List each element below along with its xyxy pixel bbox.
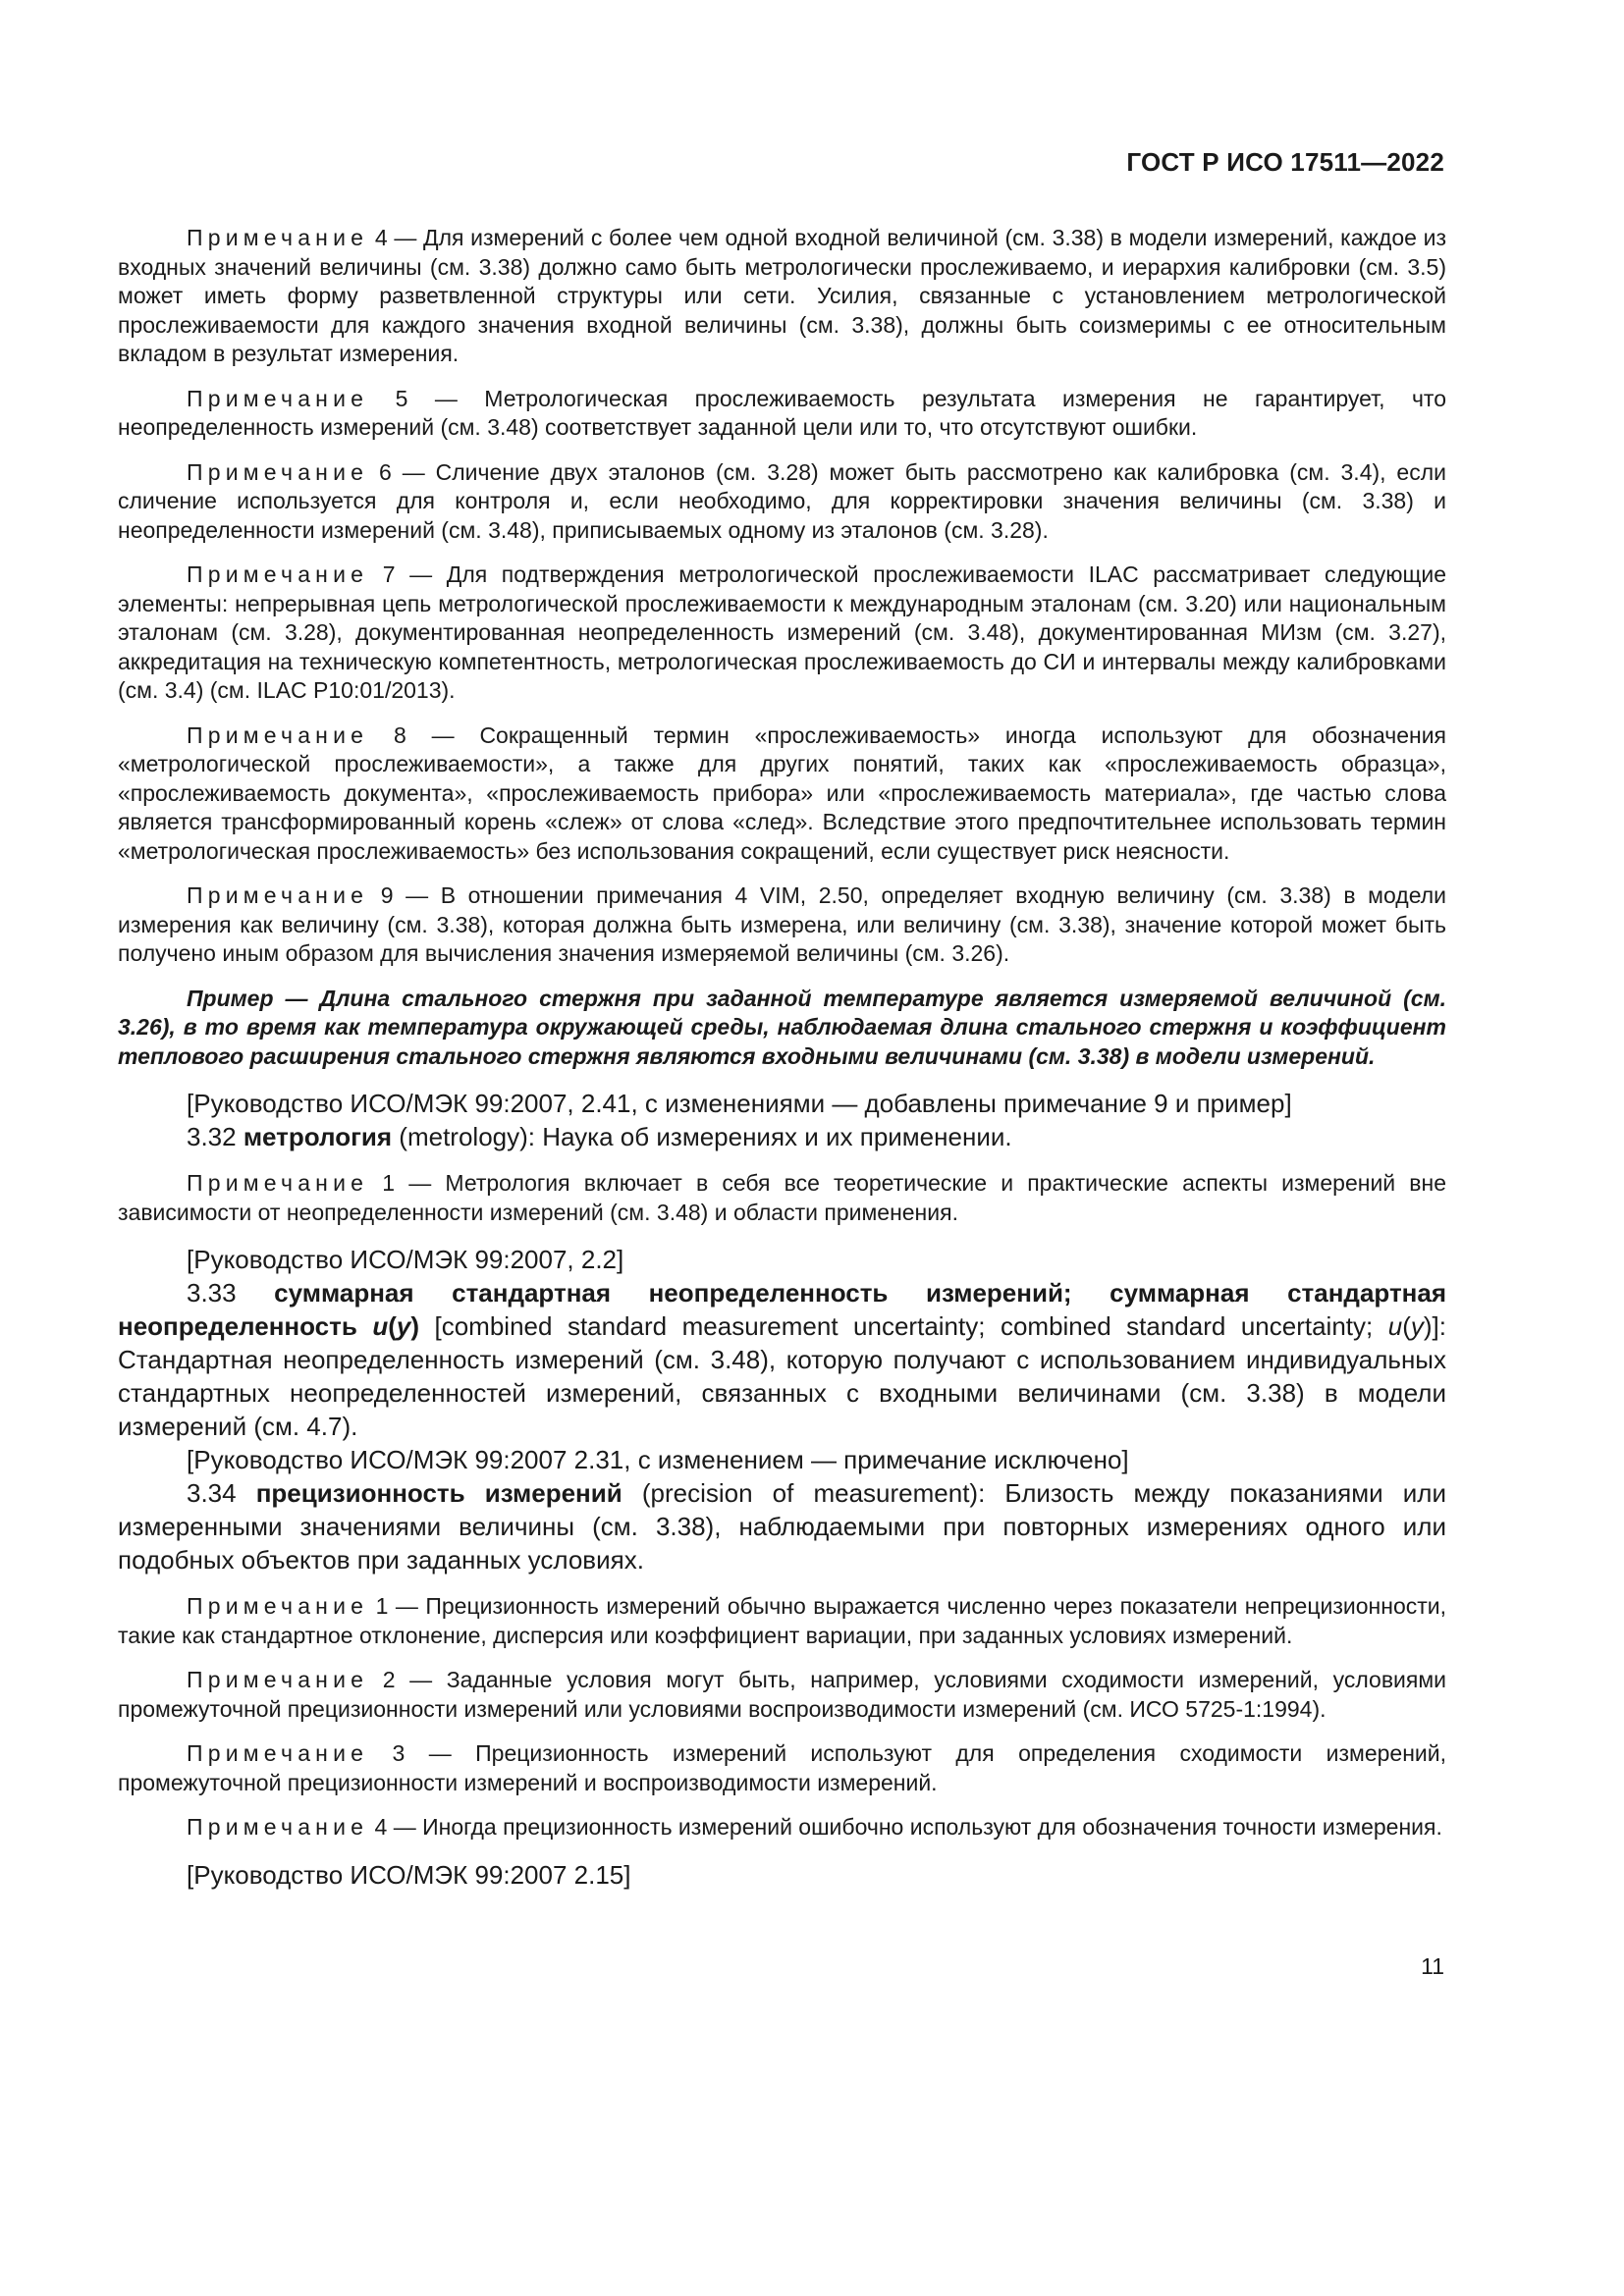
note-text: — Метрологическая прослеживаемость результата измерения не гарантирует, что неопределенность измерений (см. 3.48) соответствует заданной цели или то, что отсутствуют ошибки. xyxy=(118,385,1446,440)
note-text: — Заданные условия могут быть, например, условиями сходимости измерений, условиями промежуточной прецизионности измерений или условиями воспроизводимости измерений (см. ИСО 5725-1:1994). xyxy=(118,1667,1447,1722)
note-label: Примечание xyxy=(187,458,369,485)
note-5 xyxy=(118,385,1446,443)
term-3-33: 3.33 суммарная стандартная неопределенность измерений; суммарная стандартная неопределенность u(y) [combined standard measurement uncertainty; combined standard uncertainty; u(y)]: Стандартная неопределенность измерений (см. 3.48), которую получают с использованием индивидуальных стандартных неопределенностей измерений, связанных с входными величинами (см. 3.38) в модели измерений (см. 4.7). xyxy=(118,1278,1447,1441)
example-paragraph: Пример — Длина стального стержня при заданной температуре является измеряемой величиной (см. 3.26), в то время как температура окружающей среды, наблюдаемая длина стального стержня и коэффициент теплового расширения стального стержня являются входными величинами (см. 3.38) в модели измерений. xyxy=(118,985,1446,1069)
note-label: Примечание xyxy=(187,882,369,908)
note-text: — В отношении примечания 4 VIM, 2.50, определяет входную величину (см. 3.38) в модели измерения как величину (см. 3.38), которая должна быть измерена, или величину (см. 3.38), значение которой может быть получено иным образом для вычисления значения измеряемой величины (см. 3.26). xyxy=(118,882,1446,966)
term-name: метрология xyxy=(243,1122,393,1151)
term-3-32 xyxy=(118,1120,1446,1153)
note-8 xyxy=(118,721,1446,867)
note-7 xyxy=(118,561,1446,706)
term-number: 3.34 xyxy=(187,1478,256,1508)
note-number: 8 xyxy=(393,721,406,748)
note-label: Примечание xyxy=(187,561,369,587)
source-reference: [Руководство ИСО/МЭК 99:2007, 2.41, с изменениями — добавлены примечание 9 и пример] xyxy=(187,1089,1292,1118)
note-3-34-4 xyxy=(118,1813,1446,1842)
note-3-34-2 xyxy=(118,1666,1446,1724)
term-3-34 xyxy=(118,1476,1446,1576)
term-number: 3.33 xyxy=(187,1278,275,1308)
document-header: ГОСТ Р ИСО 17511—2022 xyxy=(1126,147,1444,177)
term-definition-a: [combined standard measurement uncertainty; combined standard uncertainty; xyxy=(419,1311,1388,1341)
term-definition-b: ]: Стандартная неопределенность измерений (см. 3.48), которую получают с использованием индивидуальных стандартных неопределенностей измерений, связанных с входными величинами (см. 3.38) в модели измерений (см. 4.7). xyxy=(118,1311,1446,1441)
note-text: — Прецизионность измерений используют для определения сходимости измерений, промежуточной прецизионности измерений и воспроизводимости измерений. xyxy=(118,1740,1447,1795)
note-9 xyxy=(118,881,1446,969)
note-label: Примечание xyxy=(187,1170,369,1196)
note-6 xyxy=(118,458,1446,546)
note-number: 4 xyxy=(374,225,388,250)
symbol-y-inline: y xyxy=(1410,1311,1424,1341)
note-number: 5 xyxy=(395,385,408,411)
term-number: 3.32 xyxy=(187,1122,244,1151)
note-text: — Для подтверждения метрологической прослеживаемости ILAC рассматривает следующие элементы: непрерывная цепь метрологической прослеживаемости к международным эталонам (см. 3.20) или национальным эталонам (см. 3.28), документированная неопределенность измерений (см. 3.48), документированная МИзм (см. 3.27), аккредитация на техническую компетентность, метрологическая прослеживаемость до СИ и интервалы между калибровками (см. 3.4) (см. ILAC P10:01/2013). xyxy=(118,561,1447,703)
note-label: Примечание xyxy=(187,1740,369,1766)
term-name: суммарная стандартная неопределенность измерений; суммарная стандартная неопределенность xyxy=(118,1278,1447,1341)
note-label: Примечание xyxy=(187,721,369,748)
symbol-y: y xyxy=(396,1311,411,1341)
note-label: Примечание xyxy=(187,1593,369,1619)
note-text: — Сокращенный термин «прослеживаемость» иногда используют для обозначения «метрологической прослеживаемости», а также для других понятий, таких как «прослеживаемость образца», «прослеживаемость документа», «прослеживаемость прибора» или «прослеживаемость материала», где частью слова является трансформированный корень «слеж» от слова «след». Вследствие этого предпочтительнее использовать термин «метрологическая прослеживаемость» без использования сокращений, если существует риск неясности. xyxy=(118,721,1447,864)
note-4 xyxy=(118,224,1446,369)
term-definition: (precision of measurement): Близость между показаниями или измеренными значениями величины (см. 3.38), наблюдаемыми при повторных измерениях одного или подобных объектов при заданных условиях. xyxy=(118,1478,1446,1575)
symbol-u-inline: u xyxy=(1387,1311,1403,1341)
note-text: — Иногда прецизионность измерений ошибочно используют для обозначения точности измерения. xyxy=(387,1814,1442,1840)
note-3-34-1 xyxy=(118,1592,1446,1650)
symbol-u: u xyxy=(372,1311,389,1341)
note-number: 9 xyxy=(380,882,394,908)
note-3-32-1 xyxy=(118,1169,1446,1227)
note-text: — Для измерений с более чем одной входной величиной (см. 3.38) в модели измерений, каждое из входных значений величины (см. 3.38) должно само быть метрологически прослеживаемо, и иерархия калибровки (см. 3.5) может иметь форму разветвленной структуры или сети. Усилия, связанные с установлением метрологической прослеживаемости для каждого значения входной величины (см. 3.38), должны быть соизмеримы с ее относительным вкладом в результат измерения. xyxy=(118,225,1446,366)
source-reference: [Руководство ИСО/МЭК 99:2007 2.31, с изменением — примечание исключено] xyxy=(187,1445,1129,1474)
note-number: 2 xyxy=(382,1667,396,1692)
note-label: Примечание xyxy=(187,1667,369,1692)
source-reference: [Руководство ИСО/МЭК 99:2007, 2.2] xyxy=(187,1245,624,1274)
note-label: Примечание xyxy=(187,225,369,250)
note-text: — Прецизионность измерений обычно выражается численно через показатели непрецизионности, такие как стандартное отклонение, дисперсия или коэффициент вариации, при заданных условиях измерений. xyxy=(118,1593,1447,1648)
source-reference: [Руководство ИСО/МЭК 99:2007 2.15] xyxy=(187,1859,631,1890)
note-number: 6 xyxy=(379,458,392,485)
note-number: 3 xyxy=(392,1740,406,1766)
note-number: 4 xyxy=(374,1814,388,1840)
note-number: 7 xyxy=(382,561,396,587)
note-text: — Метрология включает в себя все теоретические и практические аспекты измерений вне зависимости от неопределенности измерений (см. 3.48) и области применения. xyxy=(118,1170,1447,1225)
page-number: 11 xyxy=(1421,1953,1444,1979)
note-text: — Сличение двух эталонов (см. 3.28) может быть рассмотрено как калибровка (см. 3.4), если сличение используется для контроля и, если необходимо, для корректировки значения величины (см. 3.38) и неопределенности измерений (см. 3.48), приписываемых одному из эталонов (см. 3.28). xyxy=(118,458,1446,543)
note-number: 1 xyxy=(375,1593,389,1619)
note-label: Примечание xyxy=(187,1814,369,1840)
term-definition: (metrology): Наука об измерениях и их применении. xyxy=(392,1122,1012,1151)
note-number: 1 xyxy=(382,1170,396,1196)
note-label: Примечание xyxy=(187,385,369,411)
note-3-34-3 xyxy=(118,1739,1446,1797)
term-name: прецизионность измерений xyxy=(255,1478,623,1508)
page-content xyxy=(118,224,1446,1892)
